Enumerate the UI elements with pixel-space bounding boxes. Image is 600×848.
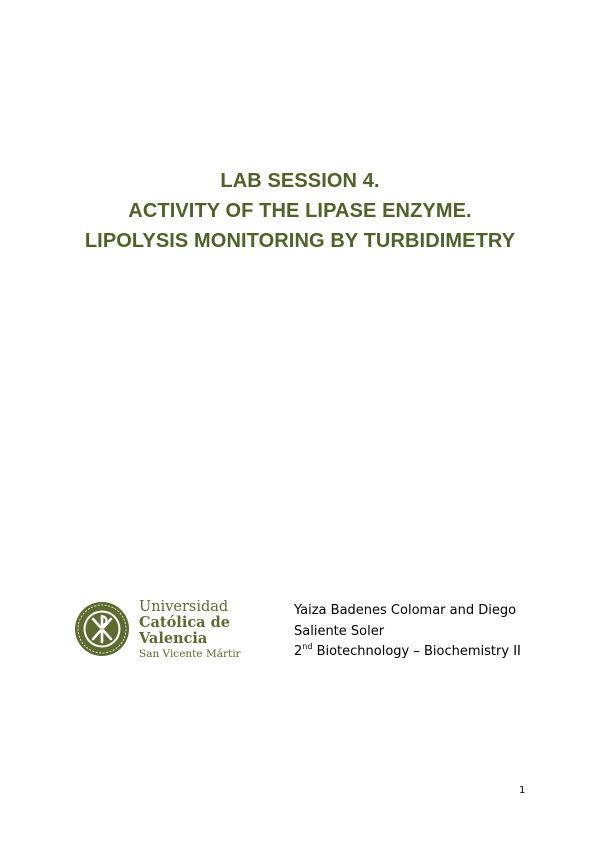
logo-line-san-vicente: San Vicente Mártir bbox=[139, 648, 241, 660]
course-name: Biotechnology – Biochemistry II bbox=[312, 644, 521, 659]
title-line-2: ACTIVITY OF THE LIPASE ENZYME. bbox=[128, 200, 472, 222]
title-line-1: LAB SESSION 4. bbox=[220, 170, 380, 192]
course-line bbox=[294, 642, 521, 663]
university-seal-icon bbox=[74, 601, 130, 657]
authors-line-2: Saliente Soler bbox=[294, 623, 385, 639]
logo-line-universidad: Universidad bbox=[139, 599, 229, 615]
course-year-suffix: nd bbox=[302, 641, 313, 651]
authors-line-1: Yaiza Badenes Colomar and Diego bbox=[294, 603, 517, 618]
authors-block bbox=[294, 601, 521, 663]
logo-line-valencia: Valencia bbox=[139, 630, 208, 647]
document-title bbox=[0, 166, 600, 256]
page-number: 1 bbox=[519, 785, 526, 796]
logo-wordmark bbox=[139, 599, 241, 661]
title-line-3: LIPOLYSIS MONITORING BY TURBIDIMETRY bbox=[84, 230, 516, 252]
university-logo bbox=[74, 599, 244, 663]
logo-line-catolica: Católica de bbox=[139, 614, 230, 631]
course-year-number: 2 bbox=[294, 644, 303, 659]
